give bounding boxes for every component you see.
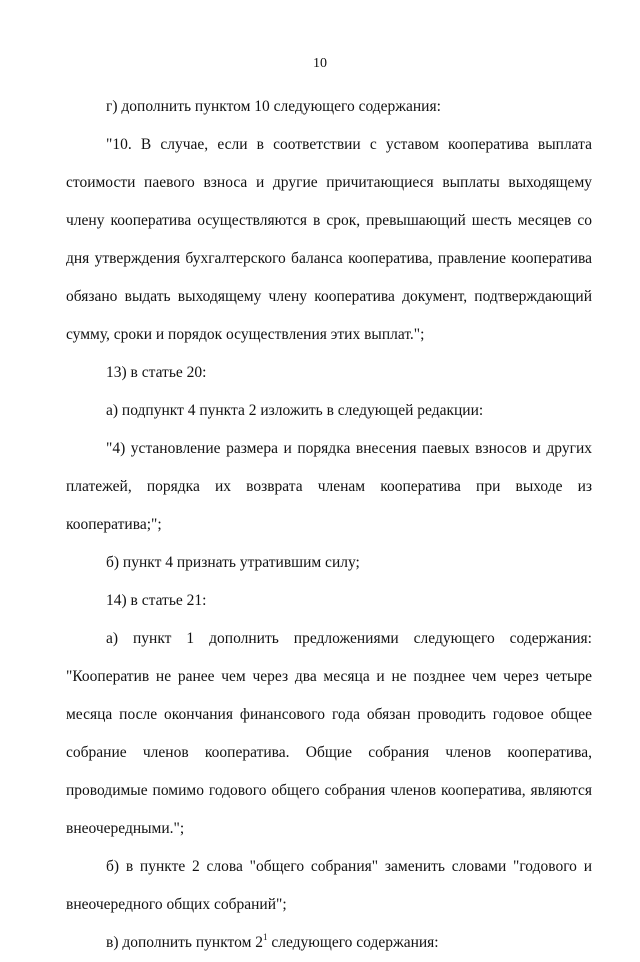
superscript-number: 1	[263, 931, 268, 942]
paragraph-point-10-text: "10. В случае, если в соответствии с уставом кооператива выплата стоимости паевого взноса и другие причитающиеся выплаты выходящему члену кооператива осуществляются в срок, превышающий шесть месяцев со дня утверждения бухгалтерского баланса кооператива, правление кооператива обязано выдать выходящему члену кооператива документ, подтверждающий сумму, сроки и порядок осуществления этих выплат.";	[66, 136, 592, 343]
paragraph-item-v-text-after: следующего содержания:	[267, 934, 439, 951]
document-body	[66, 88, 592, 962]
page-number: 10	[313, 56, 327, 71]
paragraph-item-a-article-20: а) подпункт 4 пункта 2 изложить в следующей редакции:	[106, 402, 484, 419]
paragraph-item-13: 13) в статье 20:	[106, 364, 207, 381]
paragraph-item-v-article-21	[66, 924, 592, 962]
paragraph-item-b-article-21: б) в пункте 2 слова "общего собрания" заменить словами "годового и внеочередного общих собраний";	[66, 858, 592, 913]
paragraph-item-a-article-21: а) пункт 1 дополнить предложениями следующего содержания: "Кооператив не ранее чем через два месяца и не позднее чем через четыре месяца после окончания финансового года обязан проводить годовое общее собрание членов кооператива. Общие собрания членов кооператива, проводимые помимо годового общего собрания членов кооператива, являются внеочередными.";	[66, 630, 592, 837]
paragraph-item-g: г) дополнить пунктом 10 следующего содержания:	[106, 98, 441, 115]
paragraph-subpoint-4-text: "4) установление размера и порядка внесения паевых взносов и других платежей, порядка их возврата членам кооператива при выходе из кооператива;";	[66, 440, 592, 533]
paragraph-item-b-article-20: б) пункт 4 признать утратившим силу;	[106, 554, 360, 571]
paragraph-item-14: 14) в статье 21:	[106, 592, 207, 609]
paragraph-item-v-text-before: в) дополнить пунктом 2	[106, 934, 263, 951]
